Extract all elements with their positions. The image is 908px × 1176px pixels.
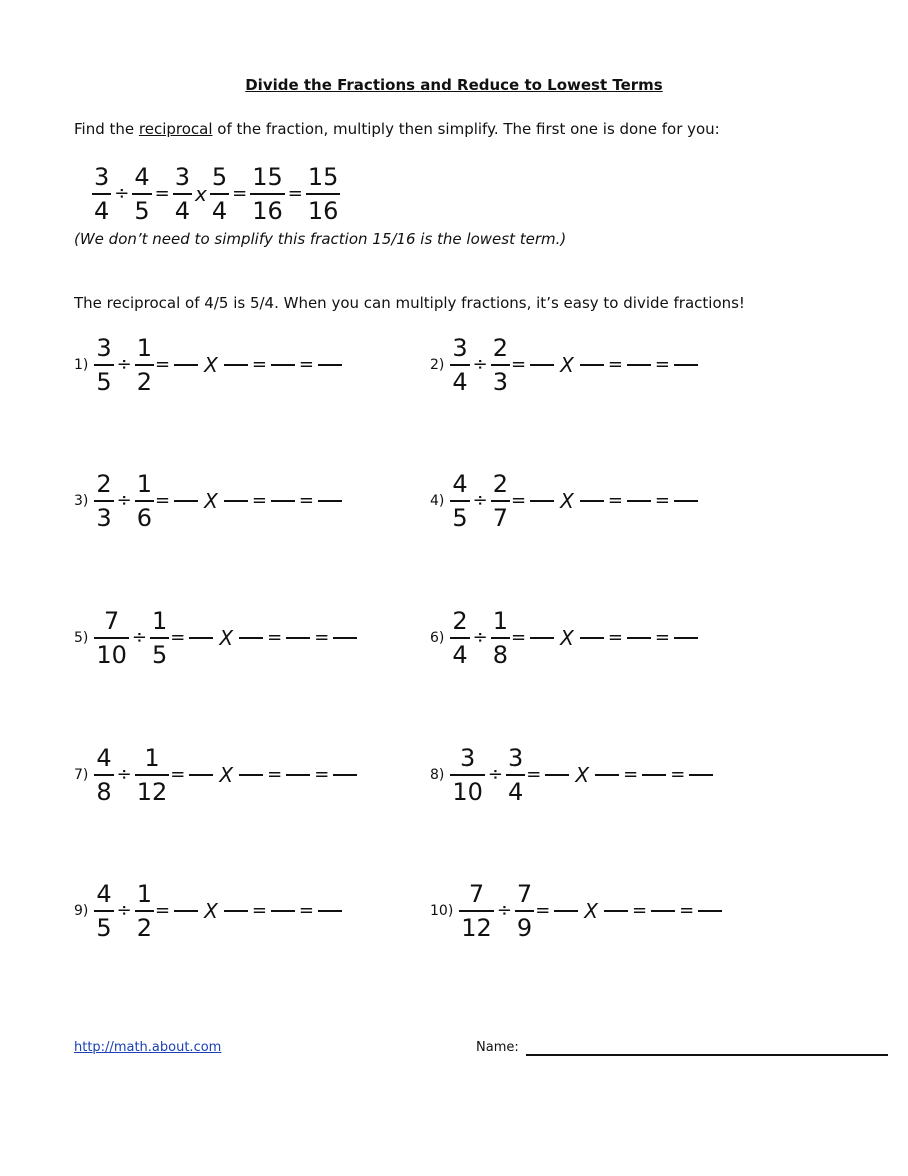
divide-symbol: ÷ [114,183,130,205]
numerator: 1 [492,607,509,635]
problem-number: 3) [74,492,89,509]
fraction-bar [450,774,485,776]
fraction-bar [515,910,534,912]
divide-symbol: ÷ [472,490,488,512]
problem-4 [430,470,701,532]
problem-5 [74,607,360,669]
fraction-bar [150,637,169,639]
numerator: 2 [492,470,509,498]
equals-symbol: = [607,490,623,512]
answer-blank[interactable] [318,364,342,366]
equals-symbol: = [607,354,623,376]
equals-symbol: = [314,764,330,786]
equals-symbol: = [155,490,171,512]
numerator: 1 [136,334,153,362]
denominator: 5 [152,640,168,669]
problem-number: 2) [430,356,445,373]
equals-symbol: = [154,183,170,205]
equals-symbol: = [298,354,315,376]
denominator: 4 [211,196,228,225]
equals-symbol: = [632,900,648,922]
answer-blank[interactable] [239,774,263,776]
problem-number: 1) [74,356,89,373]
dividend-fraction [94,607,129,669]
denominator: 10 [96,640,127,669]
denominator: 4 [452,367,468,396]
answer-blank[interactable] [333,774,357,776]
times-symbol: X [584,898,598,923]
denominator: 12 [136,777,168,806]
fraction-bar [506,774,525,776]
times-symbol: X [204,352,218,377]
fraction-bar [94,637,129,639]
numerator: 4 [452,470,468,498]
problem-number: 7) [74,766,89,783]
times-symbol: X [204,488,218,513]
dividend-fraction [450,470,469,532]
problem-number: 4) [430,492,445,509]
divide-symbol: ÷ [131,627,148,649]
answer-blank[interactable] [174,364,198,366]
answer-blank[interactable] [174,500,198,502]
answer-blank[interactable] [224,910,248,912]
problem-1 [74,334,345,396]
answer-blank[interactable] [239,637,263,639]
fraction-bar [132,193,151,195]
equals-symbol: = [287,183,303,205]
answer-blank[interactable] [689,774,713,776]
equals-symbol: = [607,627,623,649]
example-fraction-b [132,163,151,225]
answer-blank[interactable] [580,364,604,366]
equals-symbol: = [535,900,551,922]
instructions [74,120,720,138]
divisor-fraction [135,880,154,942]
worksheet-title: Divide the Fractions and Reduce to Lowest Terms [245,76,663,94]
numerator: 5 [211,163,228,191]
problem-number: 10) [430,902,454,919]
numerator: 4 [134,163,150,191]
name-label: Name: [476,1040,519,1055]
divide-symbol: ÷ [472,354,488,376]
denominator: 4 [174,196,191,225]
denominator: 4 [508,777,524,806]
denominator: 5 [96,367,112,396]
denominator: 9 [516,913,533,942]
fraction-bar [94,364,113,366]
equals-symbol: = [526,764,542,786]
times-symbol: X [560,625,574,650]
divisor-fraction [506,744,525,806]
divide-symbol: ÷ [116,900,132,922]
answer-blank[interactable] [674,637,698,639]
denominator: 5 [452,503,468,532]
dividend-fraction [94,880,113,942]
numerator: 1 [136,880,153,908]
numerator: 1 [152,607,168,635]
example-fraction-a [92,163,111,225]
equals-symbol: = [267,764,283,786]
fraction-bar [94,910,113,912]
answer-blank[interactable] [674,364,698,366]
answer-blank[interactable] [627,500,651,502]
times-symbol: X [219,762,234,787]
equals-symbol: = [251,490,267,512]
numerator: 2 [452,607,468,635]
denominator: 6 [136,503,153,532]
problem-number: 8) [430,766,445,783]
dividend-fraction [94,470,113,532]
reciprocal-term: reciprocal [138,120,213,138]
divide-symbol: ÷ [496,900,512,922]
denominator: 10 [452,777,483,806]
answer-blank[interactable] [642,774,666,776]
denominator: 12 [461,913,492,942]
fraction-bar [450,637,469,639]
fraction-bar [306,193,341,195]
problem-10 [430,880,725,942]
numerator: 3 [460,744,476,772]
denominator: 3 [492,367,509,396]
problem-number: 6) [430,629,445,646]
denominator: 4 [94,196,110,225]
answer-blank[interactable] [271,910,295,912]
problem-number: 9) [74,902,89,919]
numerator: 15 [307,163,339,191]
equals-symbol: = [170,627,186,649]
instructions-before: Find the [74,120,139,138]
divide-symbol: ÷ [116,764,132,786]
problem-2 [430,334,701,396]
answer-blank[interactable] [189,774,213,776]
problem-6 [430,607,701,669]
divide-symbol: ÷ [116,354,132,376]
equals-symbol: = [251,354,267,376]
numerator: 4 [96,880,112,908]
equals-symbol: = [314,627,330,649]
example-fraction-e [250,163,285,225]
denominator: 3 [96,503,112,532]
denominator: 8 [492,640,509,669]
dividend-fraction [94,334,113,396]
answer-blank[interactable] [224,364,248,366]
denominator: 7 [492,503,509,532]
answer-blank[interactable] [674,500,698,502]
times-symbol: X [204,898,218,923]
divisor-fraction [135,334,154,396]
divide-symbol: ÷ [487,764,504,786]
divide-symbol: ÷ [472,627,488,649]
numerator: 7 [516,880,533,908]
answer-blank[interactable] [627,364,651,366]
answer-blank[interactable] [530,364,554,366]
numerator: 3 [508,744,524,772]
numerator: 1 [136,470,153,498]
fraction-bar [450,364,469,366]
answer-blank[interactable] [271,500,295,502]
source-link[interactable]: http://math.about.com [74,1040,222,1055]
equals-symbol: = [232,183,248,205]
dividend-fraction [94,744,113,806]
numerator: 3 [96,334,112,362]
denominator: 2 [136,367,153,396]
fraction-bar [450,500,469,502]
instructions-after: of the fraction, multiply then simplify. The first one is done for you: [212,120,720,138]
answer-blank[interactable] [580,637,604,639]
numerator: 7 [468,880,485,908]
answer-blank[interactable] [698,910,722,912]
answer-blank[interactable] [604,910,628,912]
answer-blank[interactable] [530,500,554,502]
answer-blank[interactable] [627,637,651,639]
fraction-bar [173,193,192,195]
equals-symbol: = [170,764,186,786]
fraction-bar [459,910,494,912]
equals-symbol: = [267,627,283,649]
times-symbol: X [575,762,590,787]
equals-symbol: = [511,354,527,376]
fraction-bar [491,364,510,366]
example-note: (We don’t need to simplify this fraction 15/16 is the lowest term.) [74,230,567,248]
equals-symbol: = [511,627,527,649]
times-symbol: x [195,181,207,206]
answer-blank[interactable] [224,500,248,502]
numerator: 3 [94,163,110,191]
denominator: 5 [134,196,150,225]
fraction-bar [94,500,113,502]
fraction-bar [94,774,113,776]
name-field-line[interactable] [526,1054,888,1056]
divisor-fraction [150,607,169,669]
times-symbol: X [560,352,574,377]
fraction-bar [210,193,229,195]
problem-3 [74,470,345,532]
answer-blank[interactable] [651,910,675,912]
times-symbol: X [560,488,574,513]
equals-symbol: = [623,764,639,786]
fraction-bar [92,193,111,195]
example-fraction-f [306,163,341,225]
numerator: 4 [96,744,112,772]
fraction-bar [135,364,154,366]
numerator: 3 [452,334,468,362]
example-equation [92,163,340,225]
divisor-fraction [491,334,510,396]
equals-symbol: = [298,490,315,512]
numerator: 2 [96,470,112,498]
numerator: 15 [252,163,283,191]
fraction-bar [491,637,510,639]
answer-blank[interactable] [271,364,295,366]
fraction-bar [135,500,154,502]
dividend-fraction [450,744,485,806]
dividend-fraction [450,334,469,396]
answer-blank[interactable] [174,910,198,912]
denominator: 16 [252,196,283,225]
equals-symbol: = [654,490,671,512]
example-fraction-c [173,163,192,225]
answer-blank[interactable] [189,637,213,639]
answer-blank[interactable] [595,774,619,776]
reciprocal-explanation: The reciprocal of 4/5 is 5/4. When you can multiply fractions, it’s easy to divide fractions! [74,294,745,312]
denominator: 5 [96,913,112,942]
problem-number: 5) [74,629,89,646]
equals-symbol: = [298,900,315,922]
answer-blank[interactable] [580,500,604,502]
divisor-fraction [515,880,534,942]
problem-9 [74,880,345,942]
divisor-fraction [135,744,170,806]
equals-symbol: = [654,354,671,376]
fraction-bar [250,193,285,195]
denominator: 2 [136,913,153,942]
equals-symbol: = [679,900,695,922]
problem-7 [74,744,360,806]
numerator: 1 [144,744,160,772]
problem-8 [430,744,716,806]
divisor-fraction [135,470,154,532]
numerator: 3 [174,163,191,191]
dividend-fraction [450,607,469,669]
answer-blank[interactable] [318,910,342,912]
equals-symbol: = [670,764,686,786]
denominator: 4 [452,640,468,669]
numerator: 7 [104,607,120,635]
equals-symbol: = [251,900,267,922]
denominator: 16 [307,196,339,225]
answer-blank[interactable] [318,500,342,502]
fraction-bar [135,774,170,776]
fraction-bar [135,910,154,912]
numerator: 2 [492,334,509,362]
example-fraction-d [210,163,229,225]
equals-symbol: = [155,900,171,922]
answer-blank[interactable] [286,774,310,776]
answer-blank[interactable] [333,637,357,639]
denominator: 8 [96,777,112,806]
equals-symbol: = [155,354,171,376]
divisor-fraction [491,607,510,669]
answer-blank[interactable] [530,637,554,639]
divide-symbol: ÷ [116,490,132,512]
fraction-bar [491,500,510,502]
answer-blank[interactable] [554,910,578,912]
times-symbol: X [219,625,234,650]
dividend-fraction [459,880,494,942]
divisor-fraction [491,470,510,532]
answer-blank[interactable] [545,774,569,776]
equals-symbol: = [654,627,671,649]
equals-symbol: = [511,490,527,512]
answer-blank[interactable] [286,637,310,639]
